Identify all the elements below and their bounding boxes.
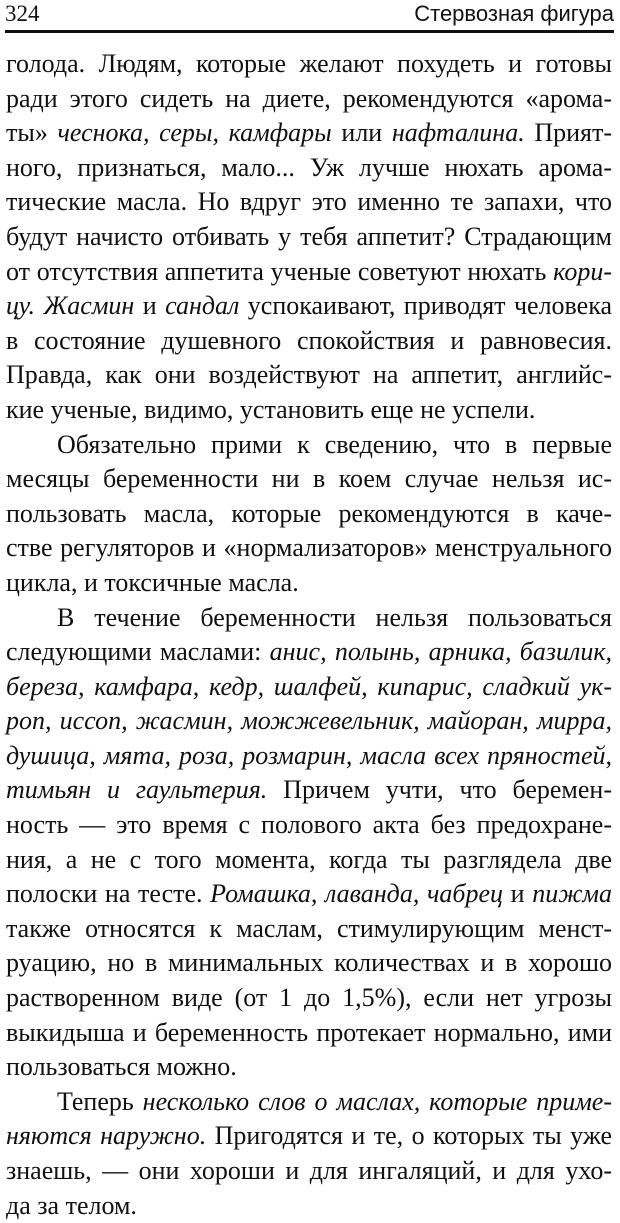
text-line xyxy=(6,531,612,566)
text-line xyxy=(6,324,612,359)
text-segment: стве регуляторов и «нормализаторов» менструального xyxy=(6,533,612,563)
italic-text: анис, полынь, арника, базилик, xyxy=(269,637,612,667)
text-line xyxy=(6,1016,612,1051)
text-segment: В течение беременности нельзя пользоваться xyxy=(57,602,612,632)
text-line xyxy=(6,739,612,774)
text-segment: выкидыша и беременность протекает нормально, ими xyxy=(6,1017,612,1047)
text-segment: следующими маслами: xyxy=(6,637,270,667)
text-segment: Причем учти, что беремен- xyxy=(267,775,612,805)
italic-text: Ромашка, лаванда, чабрец xyxy=(210,879,503,909)
text-segment: Теперь xyxy=(57,1086,143,1116)
italic-text: нафталина. xyxy=(391,118,525,148)
text-segment: от отсутствия аппетита ученые советуют нюхать xyxy=(6,256,554,286)
text-segment: знаешь, — они хороши и для ингаляций, и для ухо- xyxy=(6,1156,612,1185)
text-line xyxy=(6,1050,612,1085)
italic-text: душица, мята, роза, розмарин, масла всех пряностей, xyxy=(6,740,612,770)
text-segment: будут начисто отбивать у тебя аппетит? Страдающим xyxy=(6,221,612,251)
text-line xyxy=(6,808,612,843)
text-segment: ради этого сидеть на диете, рекомендуются «арома- xyxy=(6,83,612,113)
text-segment: успокаивают, приводят человека xyxy=(239,291,612,321)
text-segment: Пригодятся и те, о которых ты уже xyxy=(206,1121,612,1151)
italic-text: пижма xyxy=(532,879,612,909)
text-segment: кие ученые, видимо, установить еще не успели. xyxy=(6,394,536,424)
text-segment: ного, признаться, мало... Уж лучше нюхать арома- xyxy=(6,152,612,182)
text-segment: ность — это время с полового акта без предохране- xyxy=(6,810,612,840)
page-header xyxy=(5,0,614,28)
text-segment: месяцы беременности ни в коем случае нельзя ис- xyxy=(6,464,612,494)
text-line xyxy=(6,773,612,808)
text-line xyxy=(6,1154,612,1189)
italic-text: сандал xyxy=(165,291,240,321)
text-line xyxy=(6,393,612,428)
italic-text: чеснока, серы, камфары xyxy=(57,118,332,148)
text-line xyxy=(6,1085,612,1120)
text-segment: и xyxy=(503,879,533,909)
italic-text: роп, иссоп, жасмин, можжевельник, майоран, мирра, xyxy=(6,706,612,736)
italic-text: тимьян и гаультерия. xyxy=(6,775,268,805)
text-line xyxy=(6,358,612,393)
text-line xyxy=(6,566,612,601)
text-line xyxy=(6,981,612,1016)
text-line xyxy=(6,462,612,497)
text-segment: цикла, и токсичные масла. xyxy=(6,567,299,597)
header-rule xyxy=(5,30,614,33)
text-segment: Обязательно прими к сведению, что в первые xyxy=(57,429,612,459)
text-line xyxy=(6,877,612,912)
text-segment: в состояние душевного спокойствия и равновесия. xyxy=(6,325,612,355)
text-line xyxy=(6,601,612,636)
italic-text: несколько слов о маслах, которые приме- xyxy=(142,1086,612,1116)
text-line xyxy=(6,497,612,532)
text-segment: растворенном виде (от 1 до 1,5%), если нет угрозы xyxy=(6,983,612,1013)
text-segment: или xyxy=(331,118,392,148)
italic-text: кори- xyxy=(553,256,612,286)
text-line xyxy=(6,428,612,463)
text-segment: голода. Людям, которые желают похудеть и готовы xyxy=(6,49,612,78)
text-line xyxy=(6,289,612,324)
text-line xyxy=(6,185,612,220)
text-line xyxy=(6,220,612,255)
text-line xyxy=(6,151,612,186)
text-segment: пользовать масла, которые рекомендуются в каче- xyxy=(6,498,612,528)
text-segment: полоски на тесте. xyxy=(6,879,211,909)
running-title: Стервозная фигура xyxy=(414,1,614,26)
text-line xyxy=(6,704,612,739)
text-segment: ния, а не с того момента, когда ты разглядела две xyxy=(6,844,612,874)
text-segment: Правда, как они воздействуют на аппетит, английс- xyxy=(6,360,612,390)
text-line xyxy=(6,912,612,947)
text-line xyxy=(6,1119,612,1154)
italic-text: цу. Жасмин xyxy=(6,291,135,321)
text-segment: Прият- xyxy=(524,118,612,148)
text-line xyxy=(6,1189,612,1223)
text-line xyxy=(6,946,612,981)
text-segment: и xyxy=(134,291,166,321)
text-segment: ты» xyxy=(6,118,58,148)
text-segment: тические масла. Но вдруг это именно те запахи, что xyxy=(6,187,612,217)
italic-text: береза, камфара, кедр, шалфей, кипарис, сладкий ук- xyxy=(6,671,612,701)
page-number: 324 xyxy=(5,1,40,26)
text-line xyxy=(6,635,612,670)
text-segment: да за телом. xyxy=(6,1190,137,1220)
text-line xyxy=(6,670,612,705)
text-line xyxy=(6,47,612,82)
body-text xyxy=(6,47,612,1223)
text-line xyxy=(6,116,612,151)
text-segment: руацию, но в минимальных количествах и в хорошо xyxy=(6,948,612,978)
italic-text: няются наружно. xyxy=(6,1121,207,1151)
text-line xyxy=(6,843,612,878)
text-segment: также относятся к маслам, стимулирующим менст- xyxy=(6,913,612,943)
text-line xyxy=(6,82,612,117)
text-line xyxy=(6,255,612,290)
text-segment: пользоваться можно. xyxy=(6,1052,237,1082)
